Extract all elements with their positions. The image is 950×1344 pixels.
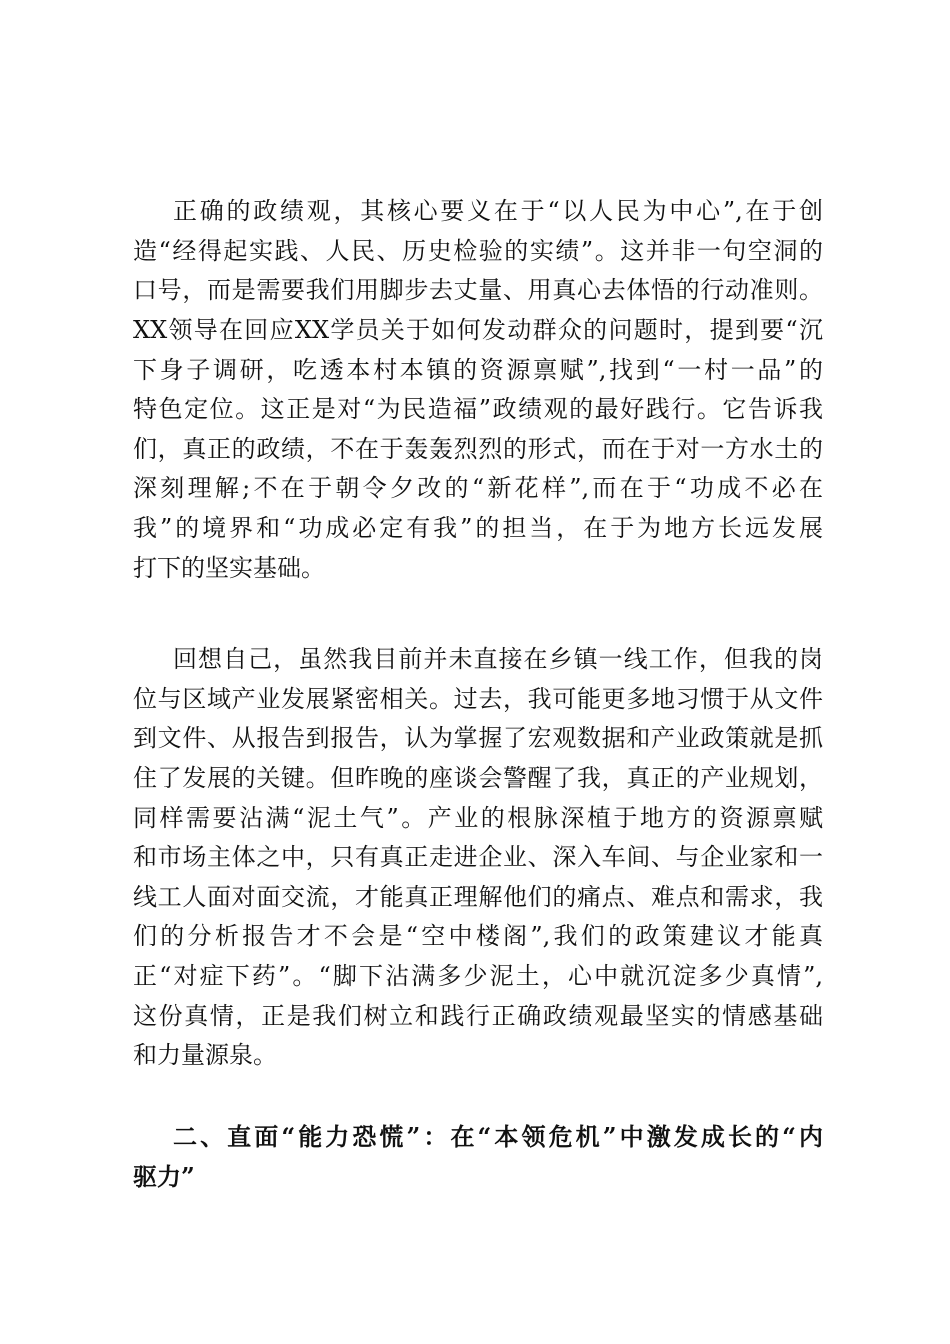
text-line: 们，真正的政绩，不在于轰轰烈烈的形式，而在于对一方水土的 <box>133 434 823 463</box>
section-heading-2 <box>133 1117 823 1196</box>
text-line: XX领导在回应XX学员关于如何发动群众的问题时，提到要“沉 <box>133 315 823 344</box>
text-line: 这份真情，正是我们树立和践行正确政绩观最坚实的情感基础 <box>133 1001 823 1030</box>
text-line: 到文件、从报告到报告，认为掌握了宏观数据和产业政策就是抓 <box>133 724 823 753</box>
heading-line: 驱力” <box>133 1161 195 1191</box>
text-line: 住了发展的关键。但昨晚的座谈会警醒了我，真正的产业规划， <box>133 763 823 792</box>
text-line: 回想自己，虽然我目前并未直接在乡镇一线工作，但我的岗 <box>173 645 823 673</box>
text-line: 正“对症下药”。“脚下沾满多少泥土，心中就沉淀多少真情”, <box>133 962 823 991</box>
text-line: 位与区域产业发展紧密相关。过去，我可能更多地习惯于从文件 <box>133 684 823 713</box>
text-line: 特色定位。这正是对“为民造福”政绩观的最好践行。它告诉我 <box>133 395 823 424</box>
text-line: 同样需要沾满“泥土气”。产业的根脉深植于地方的资源禀赋 <box>133 803 823 832</box>
paragraph-political-achievement-view <box>133 192 823 588</box>
text-line: 打下的坚实基础。 <box>133 553 325 582</box>
text-line: 下身子调研，吃透本村本镇的资源禀赋”,找到“一村一品”的 <box>133 355 823 384</box>
heading-line: 二、直面“能力恐慌”：在“本领危机”中激发成长的“内 <box>173 1122 823 1151</box>
text-line: 口号，而是需要我们用脚步去丈量、用真心去体悟的行动准则。 <box>133 276 823 305</box>
text-line: 和市场主体之中，只有真正走进企业、深入车间、与企业家和一 <box>133 843 823 872</box>
text-line: 线工人面对面交流，才能真正理解他们的痛点、难点和需求，我 <box>133 882 823 911</box>
text-line: 们的分析报告才不会是“空中楼阁”,我们的政策建议才能真 <box>133 922 823 951</box>
text-line: 造“经得起实践、人民、历史检验的实绩”。这并非一句空洞的 <box>133 236 823 265</box>
text-line: 正确的政绩观，其核心要义在于“以人民为中心”,在于创 <box>173 197 823 225</box>
text-line: 和力量源泉。 <box>133 1041 277 1070</box>
text-line: 深刻理解;不在于朝令夕改的“新花样”,而在于“功成不必在 <box>133 474 823 503</box>
paragraph-reflection <box>133 640 823 1076</box>
text-line: 我”的境界和“功成必定有我”的担当，在于为地方长远发展 <box>133 514 823 543</box>
